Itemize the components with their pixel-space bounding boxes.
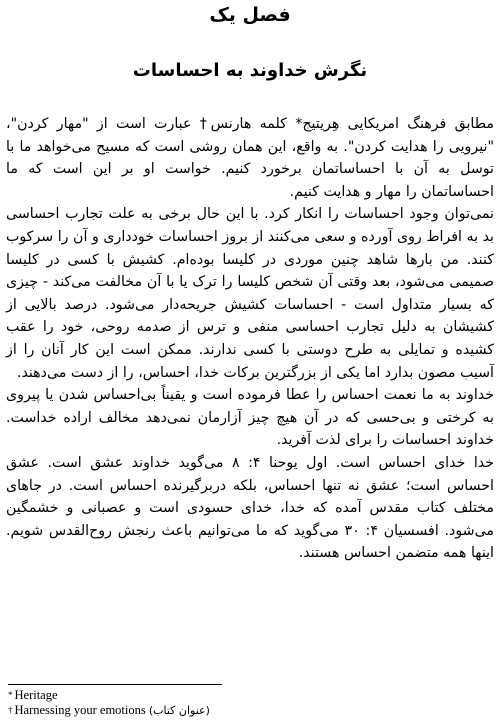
paragraph-3: خداوند به ما نعمت احساس را عطا فرموده است و یقیناً بی‌احساس شدن یا پیروی به کرختی و بی‌حسی که در آن هیچ چیز آزارمان نمی‌دهد مخالف اراده خداست. خداوند احساسات را برای لذت آفرید. [6,387,494,449]
footnote-1 [8,688,488,703]
paragraph-1: مطابق فرهنگ امریکایی هِریتیج* کلمه هارنس† عبارت است از "مهار کردن"، "نیرویی را هدایت کردن". به واقع، این همان روشی است که مسیح می‌خواهد ما با توسل به آن با احساساتمان برخورد کنیم. خواست او بر این است که ما احساساتمان را مهار و هدایت کنیم. [6,116,494,200]
footnote-note: (عنوان کتاب) [148,704,210,717]
body-text [6,113,494,565]
footnote-mark: * [8,690,13,700]
footnote-divider [8,684,222,685]
paragraph-4: خدا خدای احساس است. اول یوحنا ۴: ۸ می‌گوید خداوند عشق است. عشق احساس است؛ عشق نه تنها احساس، بلکه دربرگیرنده احساس است. در جاهای مختلف کتاب مقدس آمده که خدا، خدای حسودی است و عصبانی و خشمگین می‌شود. افسسیان ۴: ۳۰ می‌گوید که ما می‌توانیم باعث رنجش روح‌القدس شویم. اینها همه متضمن احساس هستند. [6,454,494,562]
footnote-mark: † [8,705,13,715]
paragraph-2: نمی‌توان وجود احساسات را انکار کرد. با این حال برخی به علت تجارب احساسی بد به افراط روی آورده و سعی می‌کنند از بروز احساسات خودداری و آن را سرکوب کنند. من بارها شاهد چنین موردی در کلیسا بوده‌ام. کشیش با کسی در کلیسا صمیمی می‌شود، بعد وقتی آن شخص کلیسا را ترک یا با آن مخالفت می‌کند - چیزی که بسیار متداول است - احساسات کشیش جریحه‌دار می‌شود. درصد بالایی از کشیشان به دلیل تجارب احساسی منفی و ترس از صدمه روحی، خود را عقب کشیده و تمایلی به طرح دوستی با کسی ندارند. ممکن است این کار آنان را از آسیب مصون بدارد اما یکی از بزرگترین برکات خدا، احساس، را از دست می‌دهند. [6,206,494,381]
footnote-2 [8,703,488,718]
footnote-text: Heritage [14,688,58,702]
chapter-heading: فصل یک [209,4,291,26]
section-title: نگرش خداوند به احساسات [132,60,368,81]
footnote-text: Harnessing your emotions [14,703,146,717]
footnotes [8,688,488,718]
